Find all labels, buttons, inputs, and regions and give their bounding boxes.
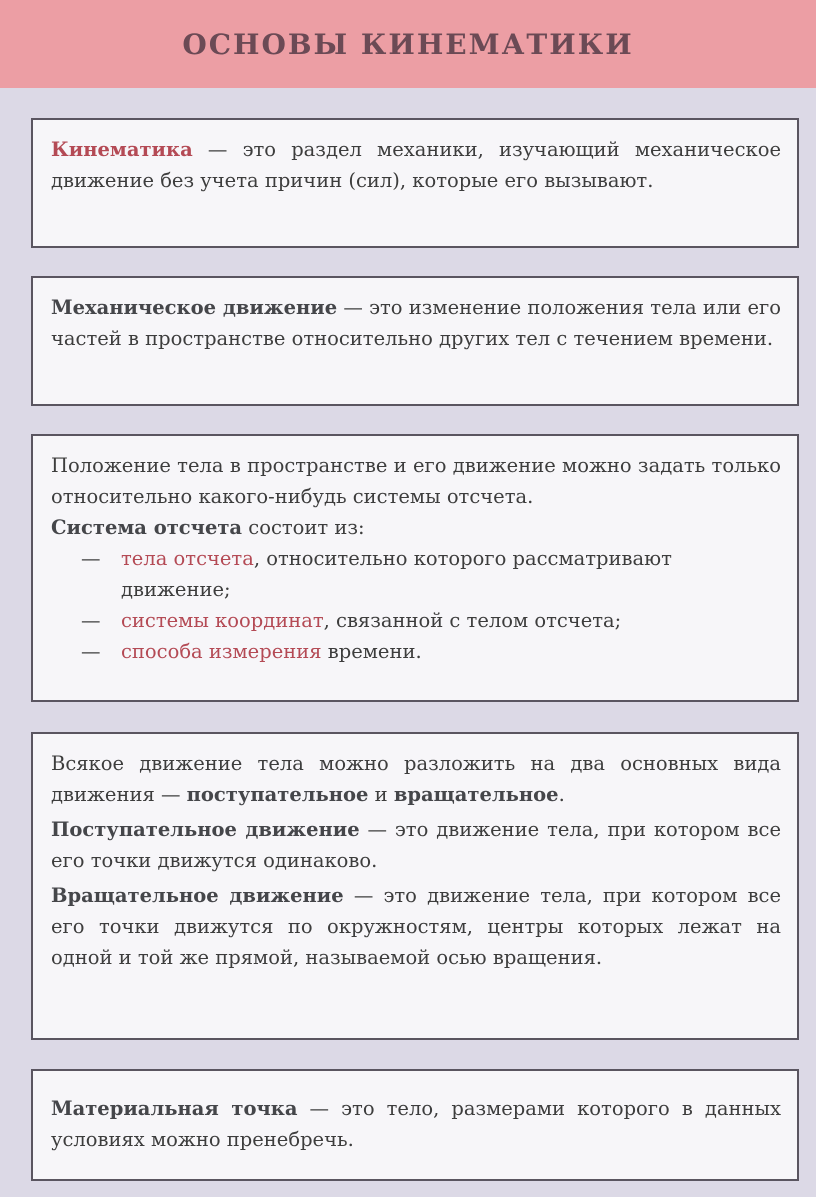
mechanical-motion-text: — это изменение положения тела или его частей в пространстве относительно других тел с течением времени.	[51, 296, 782, 350]
list-item-text: , относительно которого рассматривают движение;	[121, 547, 672, 601]
list-item-highlight: способа измерения	[121, 640, 322, 663]
list-dash: —	[81, 547, 101, 570]
list-item-text: времени.	[321, 640, 422, 663]
list-item	[51, 636, 781, 667]
kinematics-text: — это раздел механики, изучающий механическое движение без учета причин (сил), которые его вызывают.	[51, 138, 781, 192]
mechanical-motion-definition	[51, 292, 781, 354]
reference-system-list	[51, 543, 781, 667]
reference-system-suffix: состоит из:	[242, 516, 365, 539]
motion-types-intro-text: Всякое движение тела можно разложить на два основных вида движения —	[51, 752, 781, 806]
rotational-term: Вращательное движение	[51, 884, 344, 907]
card-mechanical-motion	[31, 276, 799, 406]
translational-text: — это движение тела, при котором все его точки движутся одинаково.	[51, 818, 781, 872]
translational-term: Поступательное движение	[51, 818, 360, 841]
list-dash: —	[81, 640, 101, 663]
list-item-text: , связанной с телом отсчета;	[323, 609, 622, 632]
rotational-definition	[51, 880, 781, 973]
material-point-definition	[51, 1093, 781, 1155]
motion-types-intro	[51, 748, 781, 810]
rotational-text: — это движение тела, при котором все его точки движутся по окружностям, центры которых лежат на одной и той же прямой, называемой осью вращения.	[51, 884, 782, 969]
reference-system-term: Система отсчета	[51, 516, 243, 539]
card-material-point	[31, 1069, 799, 1181]
material-point-text: — это тело, размерами которого в данных условиях можно пренебречь.	[51, 1097, 782, 1151]
translational-word: поступательное	[186, 783, 369, 806]
kinematics-definition	[51, 134, 781, 196]
translational-definition	[51, 814, 781, 876]
list-item-highlight: системы координат	[121, 609, 324, 632]
mechanical-motion-term: Механическое движение	[51, 296, 338, 319]
list-item	[51, 543, 781, 605]
rotational-word: вращательное	[393, 783, 559, 806]
motion-types-period: .	[558, 783, 565, 806]
list-item-highlight: тела отсчета	[121, 547, 254, 570]
list-dash: —	[81, 609, 101, 632]
list-item	[51, 605, 781, 636]
reference-system-definition	[51, 512, 781, 543]
reference-system-intro: Положение тела в пространстве и его движение можно задать только относительно какого-нибудь системы отсчета.	[51, 454, 781, 508]
motion-types-and: и	[368, 783, 394, 806]
kinematics-term: Кинематика	[51, 138, 193, 161]
header-banner	[0, 0, 816, 88]
card-reference-system	[31, 434, 799, 702]
card-motion-types	[31, 732, 799, 1040]
material-point-term: Материальная точка	[51, 1097, 298, 1120]
page-title: ОСНОВЫ КИНЕМАТИКИ	[182, 27, 634, 61]
card-kinematics	[31, 118, 799, 248]
